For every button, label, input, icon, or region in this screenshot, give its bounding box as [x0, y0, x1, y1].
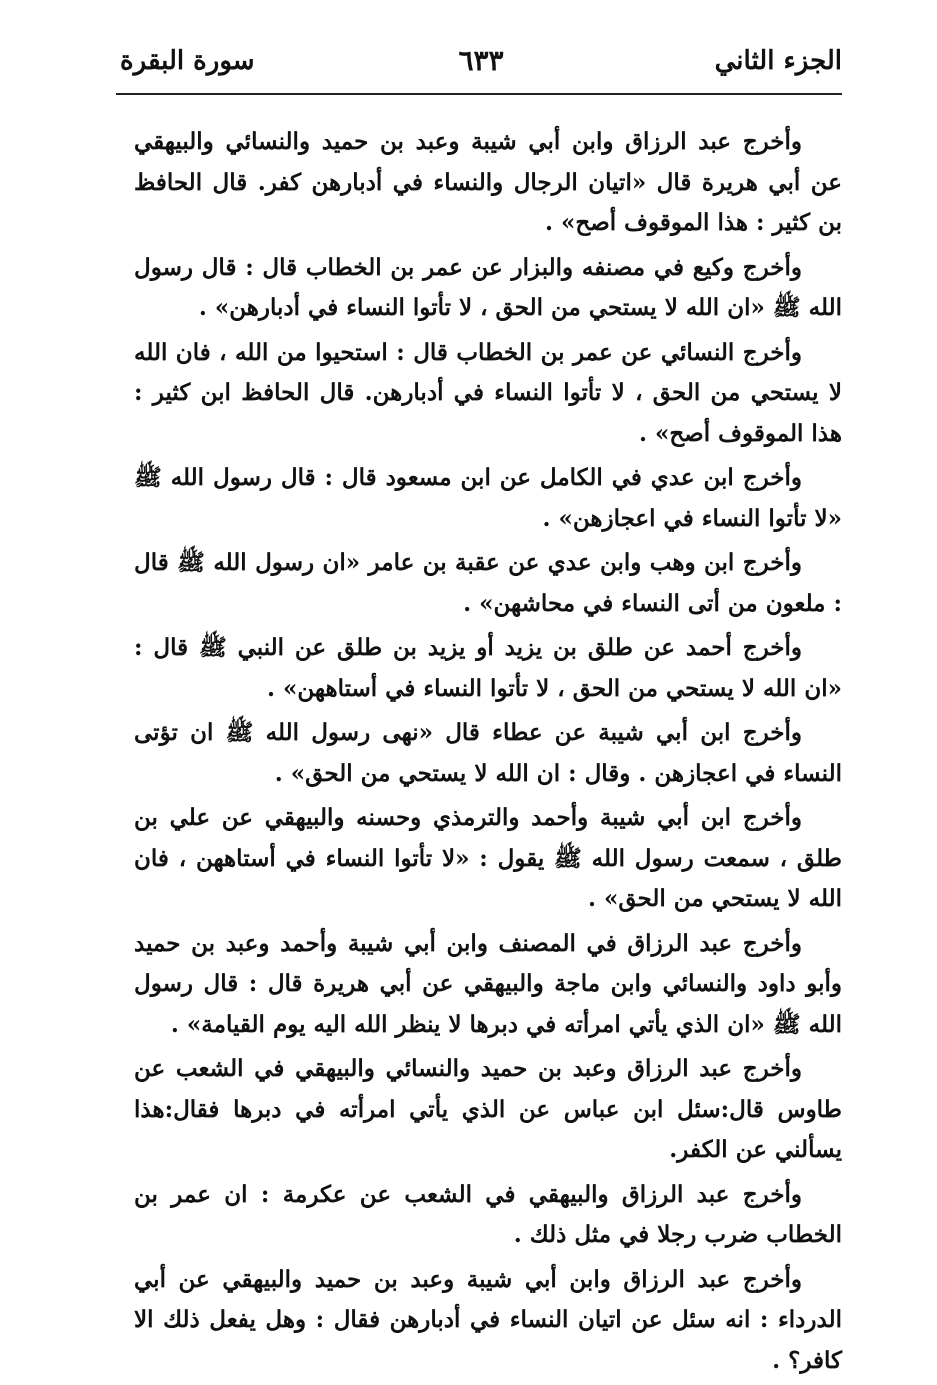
paragraph: وأخرج ابن أبي شيبة وأحمد والترمذي وحسنه والبيهقي عن علي بن طلق ، سمعت رسول الله ﷺ يقول : «لا تأتوا النساء في أستاههن ، فان الله لا يستحي من الحق» .: [134, 804, 842, 912]
page-body: [134, 122, 842, 1385]
paragraph: وأخرج عبد الرزاق وابن أبي شيبة وعبد بن حميد والبيهقي عن أبي الدرداء : انه سئل عن اتيان النساء في أدبارهن فقال : وهل يفعل ذلك الا كافر؟ .: [134, 1265, 842, 1374]
page-number: ٦٣٣: [458, 44, 504, 77]
paragraph: وأخرج ابن عدي في الكامل عن ابن مسعود قال : قال رسول الله ﷺ «لا تأتوا النساء في اعجازهن» .: [134, 464, 842, 532]
paragraph: وأخرج ابن أبي شيبة عن عطاء قال «نهى رسول الله ﷺ ان تؤتى النساء في اعجازهن . وقال : ان الله لا يستحي من الحق» .: [134, 719, 842, 787]
paragraph: وأخرج عبد الرزاق والبيهقي في الشعب عن عكرمة : ان عمر بن الخطاب ضرب رجلا في مثل ذلك .: [134, 1180, 842, 1248]
paragraph: وأخرج أحمد عن طلق بن يزيد أو يزيد بن طلق عن النبي ﷺ قال : «ان الله لا يستحي من الحق ، لا تأتوا النساء في أستاههن» .: [134, 634, 842, 702]
paragraph: وأخرج النسائي عن عمر بن الخطاب قال : استحيوا من الله ، فان الله لا يستحي من الحق ، لا تأتوا النساء في أدبارهن. قال الحافظ ابن كثير : هذا الموقوف أصح» .: [134, 338, 842, 447]
surah-label: سورة البقرة: [120, 46, 255, 76]
paragraph: وأخرج ابن وهب وابن عدي عن عقبة بن عامر «ان رسول الله ﷺ قال : ملعون من أتى النساء في محاشهن» .: [134, 549, 842, 617]
paragraph: وأخرج عبد الرزاق وعبد بن حميد والنسائي والبيهقي في الشعب عن طاوس قال:سئل ابن عباس عن الذي يأتي امرأته في دبرها فقال:هذا يسألني عن الكفر.: [134, 1055, 842, 1163]
header-divider: [116, 93, 842, 95]
paragraph: وأخرج وكيع في مصنفه والبزار عن عمر بن الخطاب قال : قال رسول الله ﷺ «ان الله لا يستحي من الحق ، لا تأتوا النساء في أدبارهن» .: [134, 253, 842, 321]
page-header: [120, 42, 842, 92]
paragraph: وأخرج عبد الرزاق في المصنف وابن أبي شيبة وأحمد وعبد بن حميد وأبو داود والنسائي وابن ماجة والبيهقي عن أبي هريرة قال : قال رسول الله ﷺ «ان الذي يأتي امرأته في دبرها لا ينظر الله اليه يوم القيامة» .: [134, 929, 842, 1038]
paragraph: وأخرج عبد الرزاق وابن أبي شيبة وعبد بن حميد والنسائي والبيهقي عن أبي هريرة قال «اتيان الرجال والنساء في أدبارهن كفر. قال الحافظ بن كثير : هذا الموقوف أصح» .: [134, 128, 842, 236]
juz-label: الجزء الثاني: [714, 46, 842, 76]
margin-mark: [94, 222, 98, 230]
